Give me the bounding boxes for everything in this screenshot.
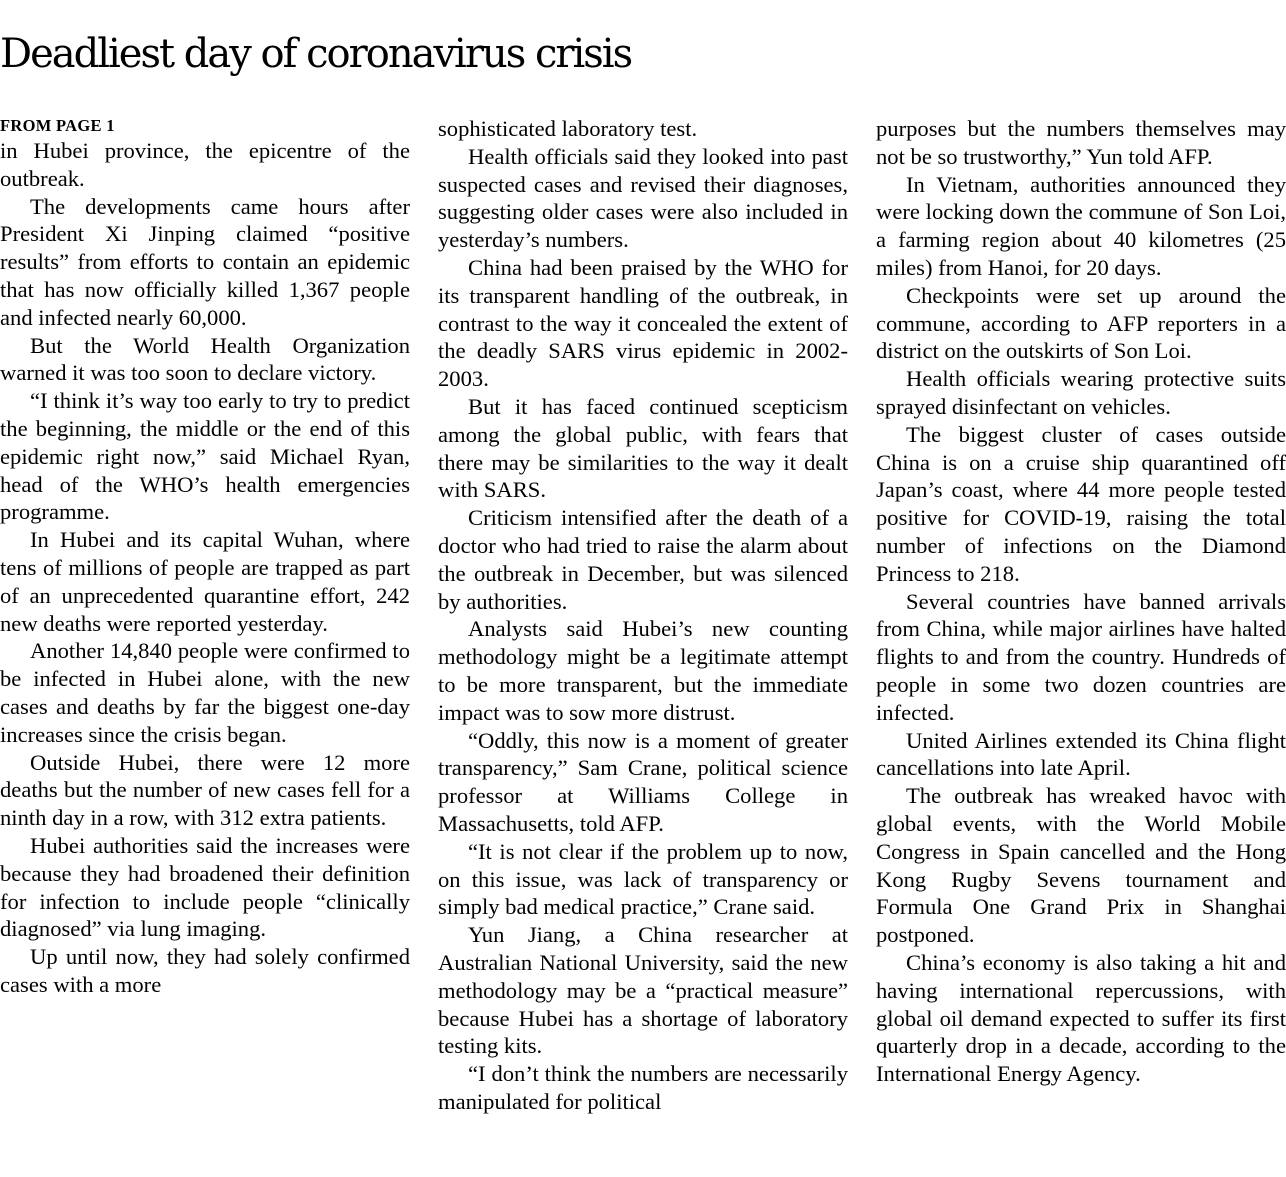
paragraph: sophisticated laboratory test. <box>438 116 698 141</box>
paragraph: Health officials said they looked into past suspected cases and revised their diagnoses, suggesting older cases were also included in yesterday’s numbers. <box>438 143 848 253</box>
paragraph: Hubei authorities said the increases were because they had broadened their definition for infection to include people “clinically diagnosed” via lung imaging. <box>0 832 410 942</box>
paragraph: Up until now, they had solely confirmed cases with a more <box>0 944 410 997</box>
paragraph: China had been praised by the WHO for its transparent handling of the outbreak, in contrast to the way it concealed the extent of the deadly SARS virus epidemic in 2002-2003. <box>438 254 848 392</box>
article-column-1 <box>0 115 410 1175</box>
paragraph: “I think it’s way too early to try to predict the beginning, the middle or the end of this epidemic right now,” said Michael Ryan, head of the WHO’s health emergencies programme. <box>0 388 410 525</box>
paragraph: China’s economy is also taking a hit and having international repercussions, with global oil demand expected to suffer its first quarterly drop in a decade, according to the International Energy Agency. <box>876 949 1286 1087</box>
paragraph: The developments came hours after President Xi Jinping claimed “positive results” from efforts to contain an epidemic that has now officially killed 1,367 people and infected nearly 60,000. <box>0 193 410 330</box>
paragraph: In Hubei and its capital Wuhan, where tens of millions of people are trapped as part of an unprecedented quarantine effort, 242 new deaths were reported yesterday. <box>0 527 410 636</box>
paragraph: Analysts said Hubei’s new counting methodology might be a legitimate attempt to be more transparent, but the immediate impact was to sow more distrust. <box>438 616 848 725</box>
paragraph: Criticism intensified after the death of a doctor who had tried to raise the alarm about the outbreak in December, but was silenced by authorities. <box>438 505 848 614</box>
paragraph: Several countries have banned arrivals from China, while major airlines have halted flights to and from the country. Hundreds of people in some two dozen countries are infected. <box>876 588 1286 725</box>
paragraph: Another 14,840 people were confirmed to be infected in Hubei alone, with the new cases and deaths by far the biggest one-day increases since the crisis began. <box>0 638 410 747</box>
paragraph: But the World Health Organization warned it was too soon to declare victory. <box>0 332 410 386</box>
paragraph: purposes but the numbers themselves may not be so trustworthy,” Yun told AFP. <box>876 116 1286 169</box>
article-column-3 <box>876 115 1286 1175</box>
paragraph: “I don’t think the numbers are necessarily manipulated for political <box>438 1061 848 1114</box>
paragraph: Health officials wearing protective suits sprayed disinfectant on vehicles. <box>876 366 1286 419</box>
paragraph: The outbreak has wreaked havoc with global events, with the World Mobile Congress in Spain cancelled and the Hong Kong Rugby Sevens tournament and Formula One Grand Prix in Shanghai postponed. <box>876 783 1286 948</box>
continuation-kicker: FROM PAGE 1 <box>0 116 115 135</box>
headline: Deadliest day of coronavirus crisis <box>0 31 632 77</box>
paragraph: In Vietnam, authorities announced they were locking down the commune of Son Loi, a farming region about 40 kilometres (25 miles) from Hanoi, for 20 days. <box>876 171 1286 280</box>
paragraph: “Oddly, this now is a moment of greater transparency,” Sam Crane, political science professor at Williams College in Massachusetts, told AFP. <box>438 727 848 836</box>
paragraph: United Airlines extended its China flight cancellations into late April. <box>876 727 1286 781</box>
paragraph: Outside Hubei, there were 12 more deaths but the number of new cases fell for a ninth day in a row, with 312 extra patients. <box>0 749 410 831</box>
article-column-2 <box>438 115 848 1175</box>
paragraph: Checkpoints were set up around the commune, according to AFP reporters in a district on the outskirts of Son Loi. <box>876 282 1286 364</box>
paragraph: Yun Jiang, a China researcher at Australian National University, said the new methodology may be a “practical measure” because Hubei has a shortage of laboratory testing kits. <box>438 922 848 1059</box>
paragraph: The biggest cluster of cases outside China is on a cruise ship quarantined off Japan’s coast, where 44 more people tested positive for COVID-19, raising the total number of infections on the Diamond Princess to 218. <box>876 421 1286 586</box>
paragraph: in Hubei province, the epicentre of the outbreak. <box>0 138 410 191</box>
paragraph: But it has faced continued scepticism among the global public, with fears that there may be similarities to the way it dealt with SARS. <box>438 393 848 503</box>
paragraph: “It is not clear if the problem up to now, on this issue, was lack of transparency or simply bad medical practice,” Crane said. <box>438 838 848 920</box>
